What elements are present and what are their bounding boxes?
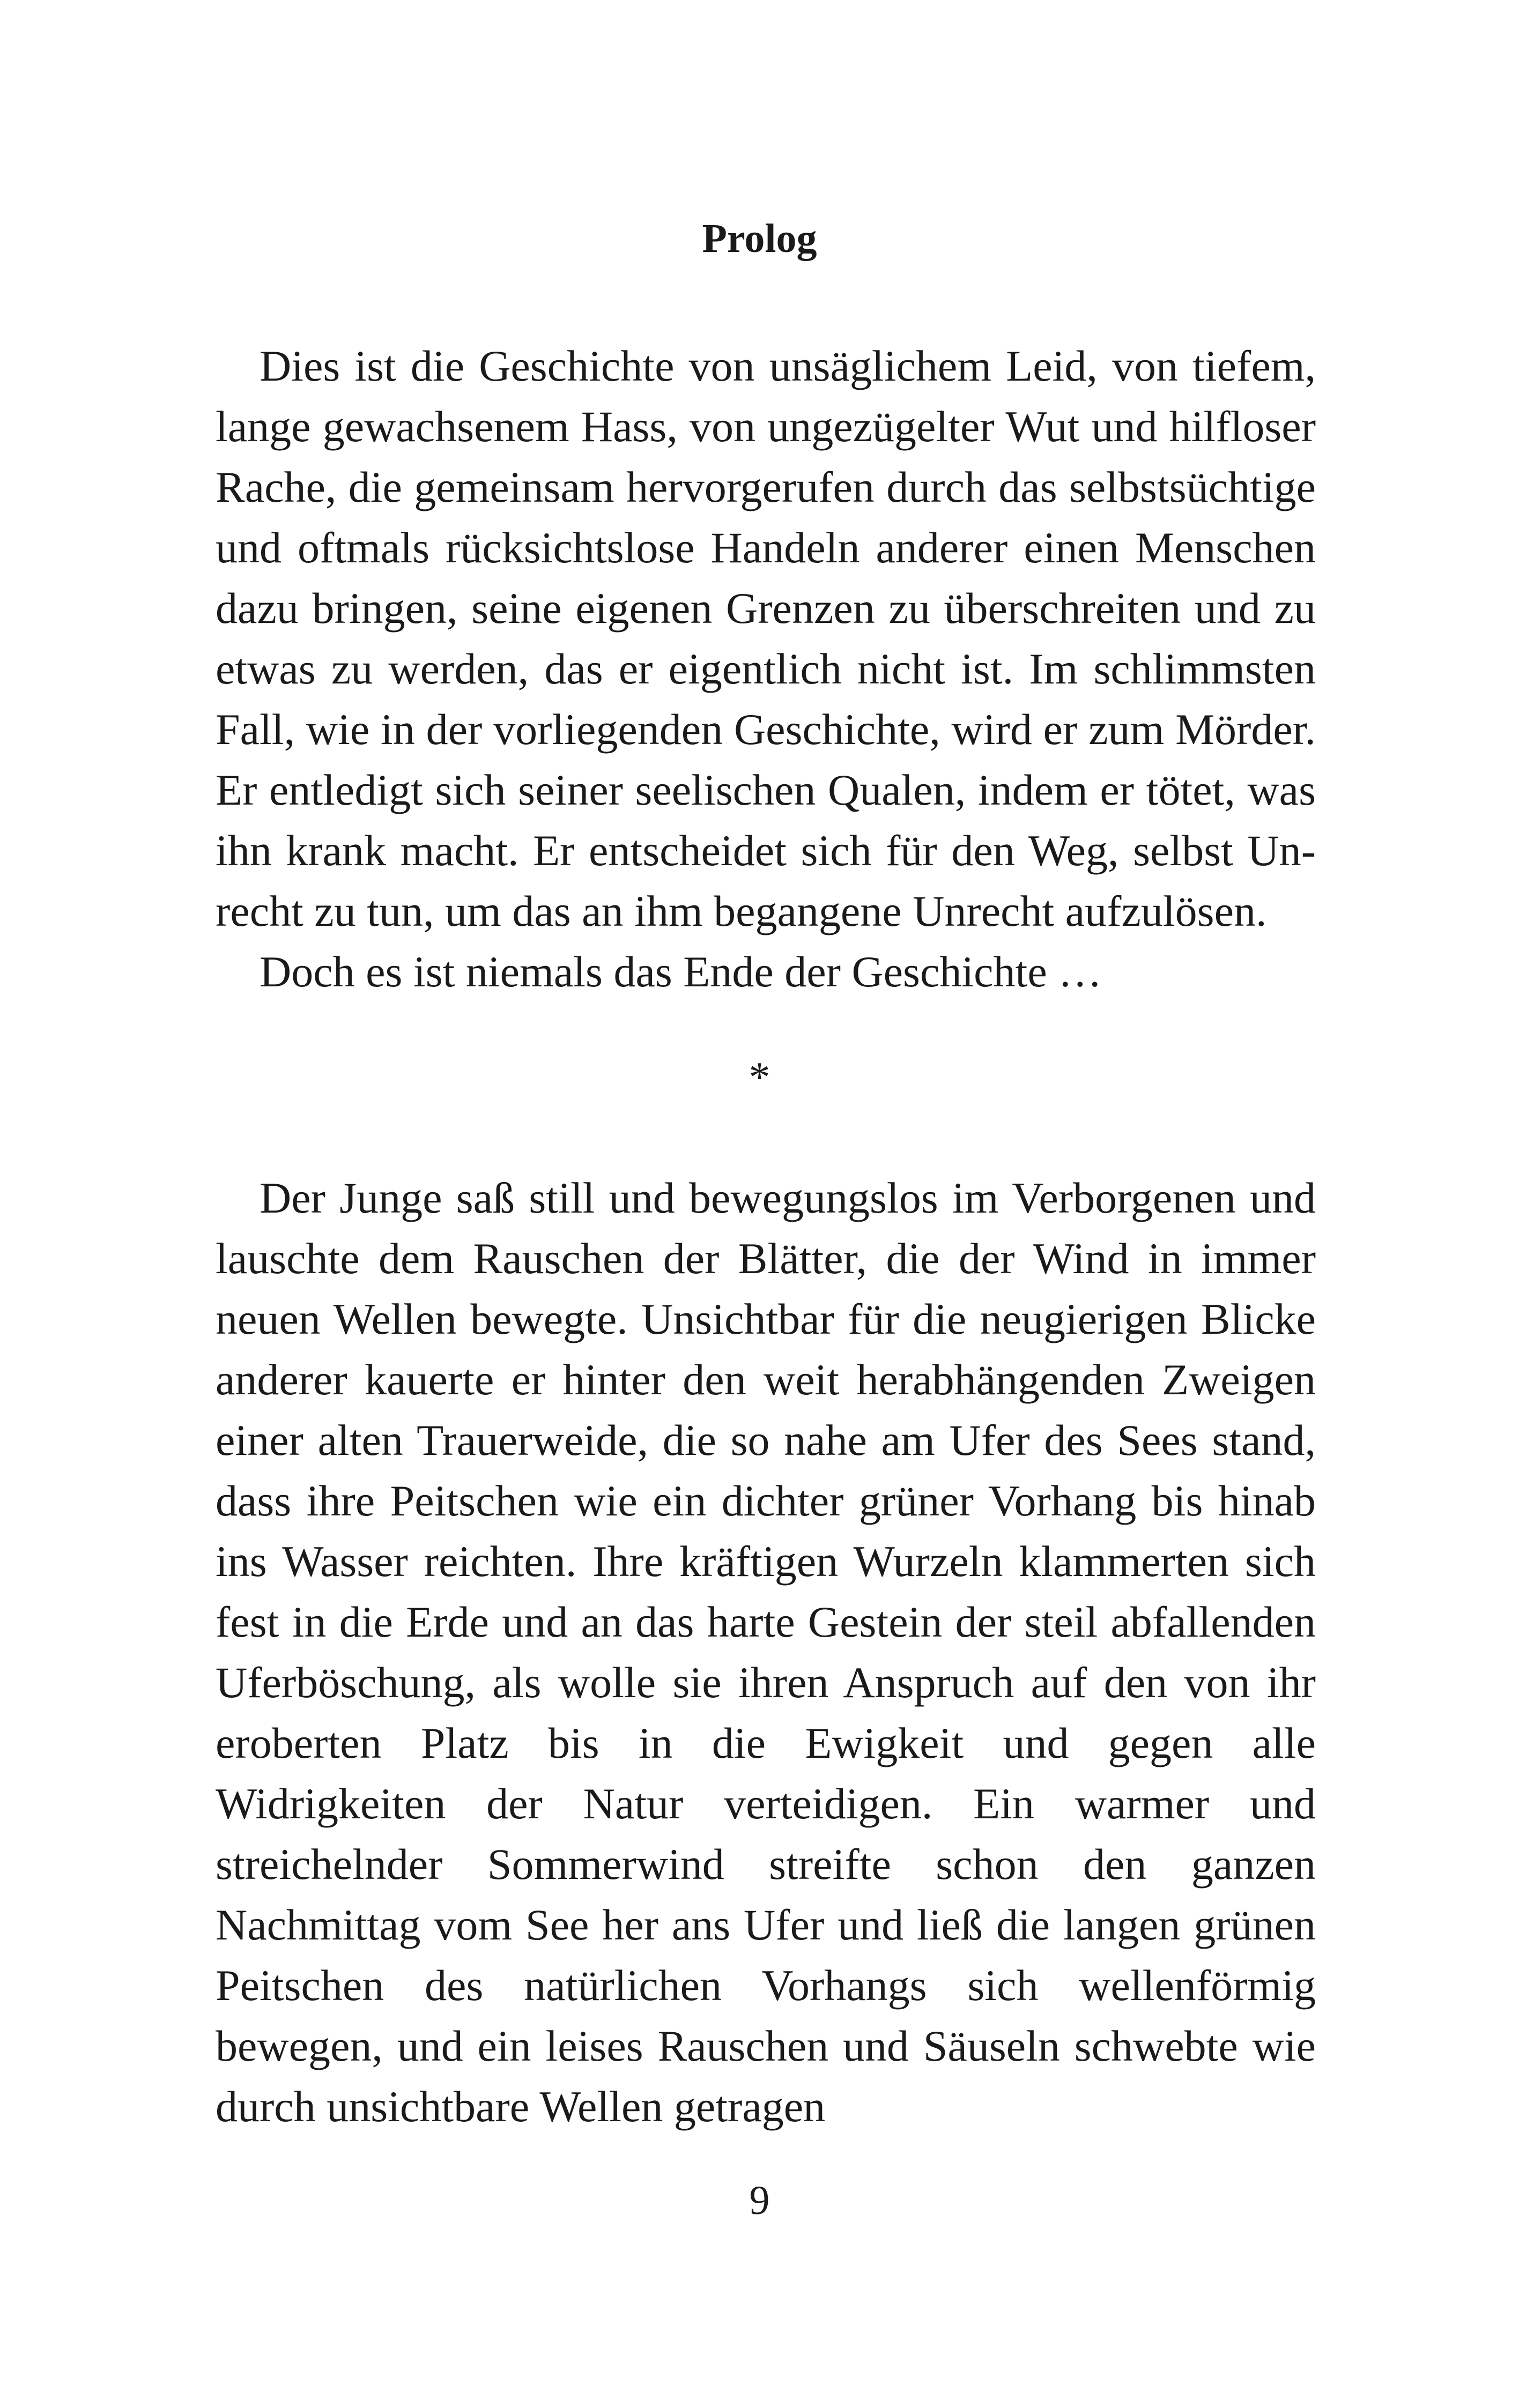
story-text bbox=[216, 1168, 1316, 2137]
story-paragraph: Der Junge saß still und bewegungslos im Verborgenen und lauschte dem Rauschen der Blätter, die der Wind in immer neuen Wellen bewegte. Unsichtbar für die neugierigen Blicke anderer kauerte er hinter den weit herabhängenden Zweigen einer alten Trauerweide, die so nahe am Ufer des Sees stand, dass ihre Peitschen wie ein dichter grüner Vorhang bis hinab ins Wasser reichten. Ihre kräftigen Wurzeln klammerten sich fest in die Erde und an das harte Gestein der steil abfallenden Uferböschung, als wolle sie ihren Anspruch auf den von ihr eroberten Platz bis in die Ewigkeit und gegen alle Widrigkeiten der Natur verteidigen. Ein warmer und streichelnder Sommerwind streifte schon den ganzen Nachmittag vom See her ans Ufer und ließ die langen grünen Peitschen des natürlichen Vorhangs sich wellenförmig bewegen, und ein leises Rauschen und Säuseln schwebte wie durch unsichtbare Wellen getragen bbox=[216, 1173, 1316, 2131]
prolog-text bbox=[216, 336, 1316, 1002]
section-separator: * bbox=[749, 1054, 770, 1101]
chapter-title: Prolog bbox=[702, 216, 817, 261]
prolog-paragraph: Dies ist die Geschichte von unsäglichem Leid, von tiefem, lange gewachsenem Hass, von ungezügelter Wut und hilfloser Rache, die gemeinsam hervorgerufen durch das selbstsüchtige und oftmals rücksichtslose Handeln anderer einen Menschen dazu bringen, seine eigenen Grenzen zu überschreiten und zu etwas zu werden, das er eigentlich nicht ist. Im schlimmsten Fall, wie in der vorliegenden Geschichte, wird er zum Mörder. Er entledigt sich seiner seelischen Qualen, indem er tötet, was ihn krank macht. Er entscheidet sich für den Weg, selbst Unrecht zu tun, um das an ihm begangene Unrecht aufzulösen. bbox=[216, 341, 1316, 935]
page-number: 9 bbox=[749, 2178, 770, 2223]
prolog-paragraph: Doch es ist niemals das Ende der Geschichte … bbox=[260, 947, 1102, 996]
